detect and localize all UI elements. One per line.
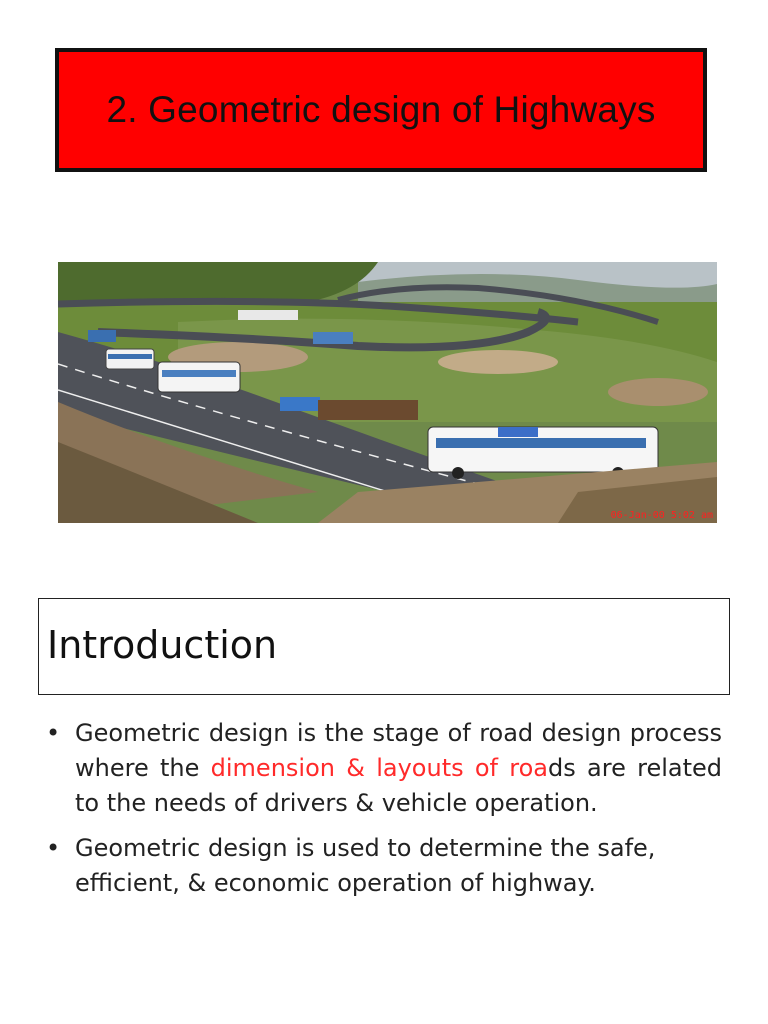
bullet-2-text: Geometric design is used to determine the safe, efficient, & economic operation of highway. — [75, 834, 656, 897]
bullet-1-text-after: ds are related to the needs of drivers & vehicle operation. — [75, 754, 722, 817]
bullet-item-1 — [40, 716, 722, 821]
bullet-1-text-before: Geometric design is the stage of road design process where the — [75, 719, 722, 782]
section-heading-box — [38, 598, 730, 695]
bullet-list — [40, 716, 722, 911]
slide-title: 2. Geometric design of Highways — [106, 89, 656, 130]
title-banner — [55, 48, 707, 172]
bullet-icon: • — [46, 834, 61, 862]
bullet-1-highlight: dimension & layouts of roa — [210, 754, 549, 782]
highway-photo — [58, 262, 717, 523]
photo-timestamp: 06-Jan-00 5:02 am — [610, 510, 713, 521]
winding-road-image — [58, 262, 717, 523]
bullet-item-2 — [40, 831, 722, 901]
bullet-icon: • — [46, 719, 61, 747]
section-heading: Introduction — [47, 623, 278, 667]
